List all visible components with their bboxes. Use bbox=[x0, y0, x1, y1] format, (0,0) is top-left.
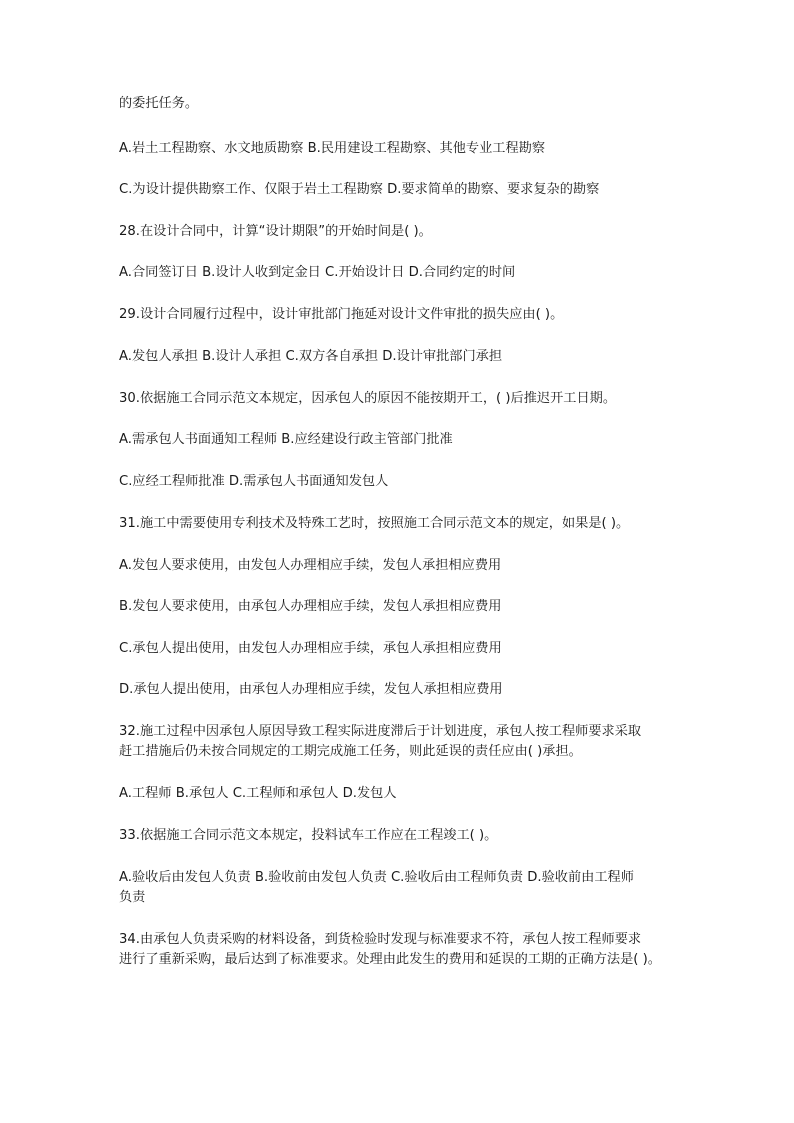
option-line: B.发包人要求使用，由承包人办理相应手续，发包人承担相应费用 bbox=[119, 599, 502, 614]
question-32: 32.施工过程中因承包人原因导致工程实际进度滞后于计划进度，承包人按工程师要求采取 bbox=[119, 724, 642, 739]
option-line: A.岩土工程勘察、水文地质勘察 B.民用建设工程勘察、其他专业工程勘察 bbox=[119, 141, 546, 156]
text-line: 的委托任务。 bbox=[119, 96, 199, 111]
option-line: C.承包人提出使用，由发包人办理相应手续，承包人承担相应费用 bbox=[119, 641, 502, 656]
option-line: A.发包人承担 B.设计人承担 C.双方各自承担 D.设计审批部门承担 bbox=[119, 349, 503, 364]
option-line: A.工程师 B.承包人 C.工程师和承包人 D.发包人 bbox=[119, 786, 397, 801]
question-28: 28.在设计合同中，计算“设计期限”的开始时间是( )。 bbox=[119, 224, 432, 239]
option-line: A.需承包人书面通知工程师 B.应经建设行政主管部门批准 bbox=[119, 432, 453, 447]
question-34-cont: 进行了重新采购，最后达到了标准要求。处理由此发生的费用和延误的工期的正确方法是( )。 bbox=[119, 952, 661, 967]
question-29: 29.设计合同履行过程中，设计审批部门拖延对设计文件审批的损失应由( )。 bbox=[119, 307, 564, 322]
option-line: A.发包人要求使用，由发包人办理相应手续，发包人承担相应费用 bbox=[119, 558, 502, 573]
question-34: 34.由承包人负责采购的材料设备，到货检验时发现与标准要求不符，承包人按工程师要求 bbox=[119, 932, 642, 947]
option-line: A.合同签订日 B.设计人收到定金日 C.开始设计日 D.合同约定的时间 bbox=[119, 265, 516, 280]
question-31: 31.施工中需要使用专利技术及特殊工艺时，按照施工合同示范文本的规定，如果是( )。 bbox=[119, 516, 630, 531]
question-32-cont: 赶工措施后仍未按合同规定的工期完成施工任务，则此延误的责任应由( )承担。 bbox=[119, 744, 582, 759]
option-line-cont: 负责 bbox=[119, 890, 146, 905]
option-line: D.承包人提出使用，由承包人办理相应手续，发包人承担相应费用 bbox=[119, 682, 503, 697]
question-33: 33.依据施工合同示范文本规定，投料试车工作应在工程竣工( )。 bbox=[119, 828, 498, 843]
question-30: 30.依据施工合同示范文本规定，因承包人的原因不能按期开工，( )后推迟开工日期。 bbox=[119, 391, 617, 406]
option-line: A.验收后由发包人负责 B.验收前由发包人负责 C.验收后由工程师负责 D.验收前由工程师 bbox=[119, 870, 634, 885]
option-line: C.为设计提供勘察工作、仅限于岩土工程勘察 D.要求简单的勘察、要求复杂的勘察 bbox=[119, 182, 600, 197]
option-line: C.应经工程师批准 D.需承包人书面通知发包人 bbox=[119, 474, 389, 489]
